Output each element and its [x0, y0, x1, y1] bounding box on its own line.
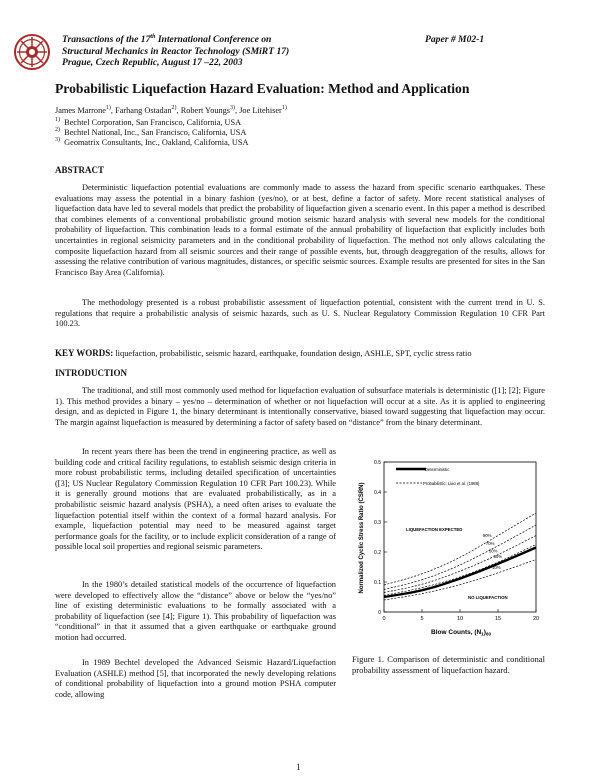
authors: James Marrone$^{1)}$, Farhang Ostadan$^{2)}$, Robert Youngs$^{3)}$, Joe Litehiser$^{1)}$	[55, 105, 287, 115]
x-tick-label: 15	[494, 616, 502, 622]
author: James Marrone$^{1)}$	[55, 105, 111, 115]
x-tick-label: 5	[420, 616, 424, 622]
affiliation: $^{2)}$ Bechtel National, Inc., San Francisco, California, USA	[55, 127, 247, 138]
conference-header	[62, 34, 392, 69]
abstract-heading: ABSTRACT	[55, 165, 105, 175]
header-line-2: Structural Mechanics in Reactor Technology (SMiRT 17)	[62, 45, 290, 57]
legend-probabilistic: Probabilistic: Liao et al. (1988)	[423, 481, 480, 486]
annotation-liquefaction-expected: LIQUEFACTION EXPECTED	[406, 527, 463, 532]
intro-paragraph-4: In 1989 Bechtel developed the Advanced Seismic Hazard/Liquefaction Evaluation (ASHLE) method [5], that incorporated the newly developing relations of conditional probability of liquefaction into a ground motion PSHA computer code, allowing	[55, 658, 336, 699]
y-tick-label: 0.1	[374, 580, 381, 586]
page-number: 1	[296, 762, 301, 772]
header-line-3: Prague, Czech Republic, August 17 –22, 2003	[62, 57, 243, 68]
series-label: 50%	[488, 548, 498, 554]
legend-deterministic: Deterministic	[425, 467, 450, 472]
intro-paragraph-3: In the 1980’s detailed statistical models of the occurrence of liquefaction were developed to effectively allow the “distance” above or below the “yes/no” line of existing deterministic evaluations to be formally associated with a probability of liquefaction (see [4]; Figure 1). This probability of liquefaction was “conditional” in that it assumed that a given earthquake or earthquake ground motion had occurred.	[55, 580, 336, 642]
series-label: 30%	[493, 553, 503, 559]
x-tick-label: 0	[382, 616, 386, 622]
intro-paragraph-1: The traditional, and still most commonly used method for liquefaction evaluation of subsurface materials is deterministic ([1]; [2]; Figure 1). This method provides a binary – yes/no – determination of whether or not liquefaction will occur at a site. As it is applied to engineering design, and as depicted in Figure 1, the binary determinant is intentionally conservative, biased toward suggesting that liquefaction may occur. The margin against liquefaction is measured by determining a factor of safety based on “distance” from the binary determinant.	[55, 386, 545, 427]
keywords-text: liquefaction, probabilistic, seismic hazard, earthquake, foundation design, ASHLE, SPT, cyclic stress ratio	[115, 349, 472, 358]
y-tick-label: 0.5	[374, 460, 381, 466]
keywords-label: KEY WORDS:	[55, 348, 114, 358]
annotation-no-liquefaction: NO LIQUEFACTION	[468, 595, 508, 600]
keywords	[55, 348, 555, 360]
author: Robert Youngs$^{3)}$	[180, 105, 236, 115]
y-tick-label: 0.3	[374, 520, 381, 526]
paper-title: Probabilistic Liquefaction Hazard Evaluation: Method and Application	[55, 81, 470, 96]
header-line-1: Transactions of the 17th International Conference on	[62, 33, 272, 45]
x-axis-label: Blow Counts, $(N_1)_{60}$	[431, 629, 491, 637]
series-label: 10%	[492, 565, 501, 570]
smirt-logo	[14, 34, 50, 70]
x-tick-label: 20	[532, 616, 540, 622]
series-line-50pct	[384, 536, 536, 593]
affiliation: $^{3)}$ Geomatrix Consultants, Inc., Oakland, California, USA	[55, 137, 249, 148]
series-line-30pct	[384, 545, 536, 596]
y-tick-label: 0	[378, 610, 381, 616]
legend	[396, 467, 480, 486]
affiliations	[55, 118, 575, 149]
author: Farhang Ostadan$^{2)}$	[115, 105, 177, 115]
figure-1-caption: Figure 1. Comparison of deterministic and conditional probability assessment of liquefaction hazard.	[352, 654, 545, 675]
y-axis-label: Normalized Cyclic Stress Ratio (CSRN)	[359, 482, 365, 594]
series-line-90pct	[384, 513, 536, 585]
x-tick-label: 10	[456, 616, 464, 622]
series-label: 70%	[485, 541, 495, 547]
series-line-deterministic	[384, 548, 536, 598]
introduction-heading: INTRODUCTION	[55, 368, 128, 378]
y-tick-label: 0.2	[374, 550, 381, 556]
abstract-paragraph-2: The methodology presented is a robust probabilistic assessment of liquefaction potential, consistent with the current trend in U. S. regulations that require a probabilistic analysis of seismic hazards, such as U. S. Nuclear Regulatory Commission Regulation 10 CFR Part 100.23.	[55, 298, 545, 329]
affiliation: $^{1)}$ Bechtel Corporation, San Francisco, California, USA	[55, 117, 242, 127]
author: Joe Litehiser$^{1)}$	[239, 105, 287, 115]
series-label: 90%	[482, 532, 492, 538]
abstract-paragraph-1: Deterministic liquefaction potential evaluations are commonly made to assess the hazard from specific scenario earthquakes. These evaluations may assess the potential in a binary fashion (yes/no), or at best, define a factor of safety. More recent statistical analyses of liquefaction data have led to several models that predict the probability of liquefaction given a scenario event. In this paper a method is described that combines elements of a conventional probabilistic ground motion seismic hazard analysis with several new models for the conditional probability of liquefaction. This combination leads to a formal estimate of the annual probability of liquefaction that explicitly includes both uncertainties in regional seismicity parameters and in the conditional probability of liquefaction. The method not only allows calculating the composite liquefaction hazard from all seismic sources and their range of possible events, but, through deaggregation of the results, allows for assessing the relative contribution of various magnitudes, distances, or specific seismic sources. Example results are presented for sites in the San Francisco Bay Area (California).	[55, 183, 545, 277]
paper-number: Paper # M02-1	[425, 34, 485, 45]
y-tick-label: 0.4	[374, 490, 381, 496]
figure-1-chart	[346, 452, 556, 642]
intro-paragraph-2: In recent years there has been the trend in engineering practice, as well as building code and critical facility regulations, to establish seismic design criteria in more robust probabilistic terms, including detailed specification of uncertainties ([3]; US Nuclear Regulatory Commission Regulation 10 CFR Part 100.23). While it is generally ground motions that are evaluated probabilistically, as in a probabilistic seismic hazard analysis (PSHA), a need often arises to evaluate the liquefaction potential itself within the context of a formal hazard analysis. For example, liquefaction potential may need to be measured against target performance goals for the facility, or to include explicit consideration of a range of possible local soil properties and regional seismic parameters.	[55, 447, 336, 552]
